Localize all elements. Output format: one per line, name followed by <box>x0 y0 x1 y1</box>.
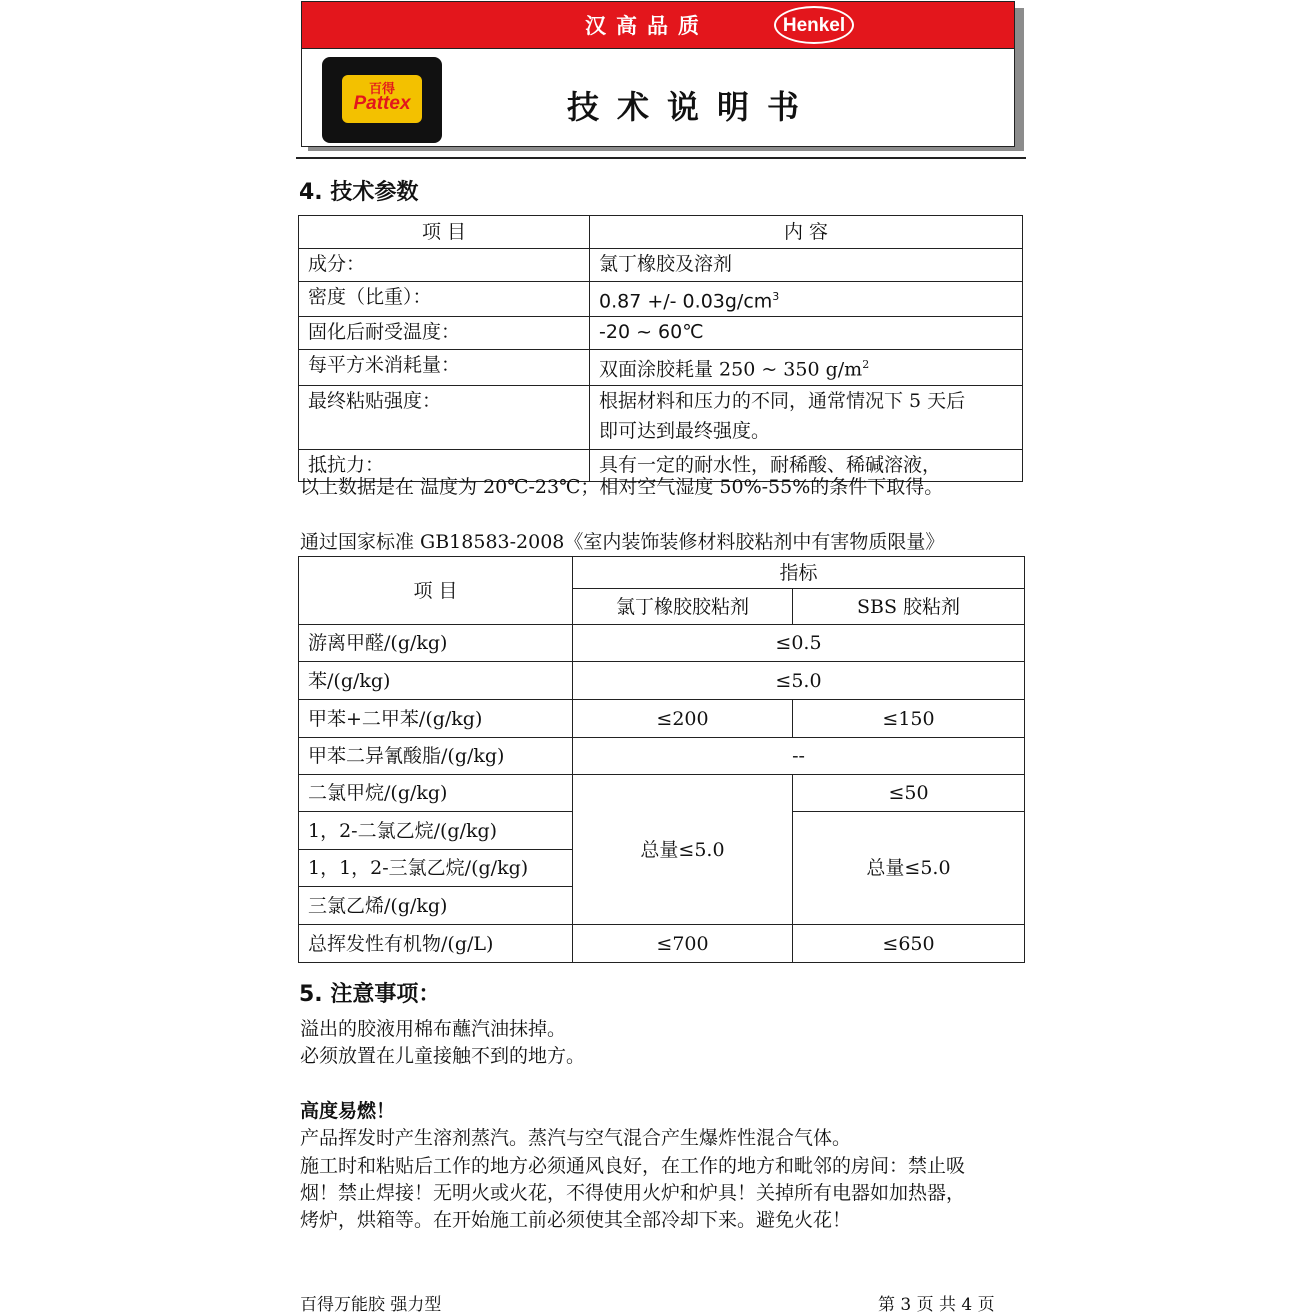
section-4-title: 4. 技术参数 <box>299 180 419 205</box>
header-cell-item: 项 目 <box>299 216 590 249</box>
limit-value: ≤5.0 <box>573 662 1025 700</box>
limit-value-sbs: ≤650 <box>793 925 1025 963</box>
param-content: 氯丁橡胶及溶剂 <box>590 249 1023 282</box>
header-cell-sbs: SBS 胶粘剂 <box>793 589 1025 625</box>
limit-value-chloroprene: ≤700 <box>573 925 793 963</box>
footer-page-number: 第 3 页 共 4 页 <box>878 1295 995 1315</box>
limit-item: 三氯乙烯/(g/kg) <box>299 887 573 925</box>
section-5-title: 5. 注意事项： <box>299 982 441 1007</box>
conditions-note: 以上数据是在 温度为 20℃-23℃；相对空气湿度 50%-55%的条件下取得。 <box>300 476 944 498</box>
document-header <box>301 1 1015 147</box>
param-item: 每平方米消耗量： <box>299 350 590 385</box>
pattex-logo: 百得 Pattex <box>322 57 442 143</box>
limit-total-chloroprene: 总量≤5.0 <box>573 775 793 925</box>
limit-item: 1，2-二氯乙烷/(g/kg) <box>299 812 573 850</box>
hazard-limits-table <box>298 556 1025 963</box>
warning-line: 施工时和粘贴后工作的地方必须通风良好，在工作的地方和毗邻的房间：禁止吸 <box>300 1155 966 1177</box>
param-item: 固化后耐受温度： <box>299 317 590 350</box>
limit-value: ≤0.5 <box>573 625 1025 662</box>
limit-item: 苯/(g/kg) <box>299 662 573 700</box>
param-item: 抵抗力： <box>299 449 590 481</box>
warning-line: 烟！禁止焊接！无明火或火花，不得使用火炉和炉具！关掉所有电器如加热器， <box>300 1182 966 1204</box>
param-content: 0.87 +/- $0.03g/cm^3$ <box>590 282 1023 317</box>
limit-item: 总挥发性有机物/(g/L) <box>299 925 573 963</box>
precaution-line: 溢出的胶液用棉布蘸汽油抹掉。 <box>300 1018 567 1040</box>
header-cell-index: 指标 <box>573 557 1025 589</box>
limit-value-chloroprene: ≤200 <box>573 700 793 738</box>
limit-item: 1，1，2-三氯乙烷/(g/kg) <box>299 850 573 887</box>
param-item: 成分： <box>299 249 590 282</box>
quality-slogan: 汉高品质 <box>585 14 709 38</box>
footer-product: 百得万能胶 强力型 <box>300 1295 442 1315</box>
henkel-logo: Henkel <box>774 6 854 44</box>
precaution-line: 必须放置在儿童接触不到的地方。 <box>300 1045 586 1067</box>
limit-item: 游离甲醛/(g/kg) <box>299 625 573 662</box>
header-cell-chloroprene: 氯丁橡胶胶粘剂 <box>573 589 793 625</box>
limit-item: 甲苯二异氰酸脂/(g/kg) <box>299 738 573 775</box>
param-item: 最终粘贴强度： <box>299 385 590 449</box>
param-content: 根据材料和压力的不同，通常情况下 5 天后 即可达到最终强度。 <box>590 385 1023 449</box>
param-item: 密度（比重）： <box>299 282 590 317</box>
header-divider <box>296 157 1026 159</box>
limit-value-sbs: ≤50 <box>793 775 1025 812</box>
param-content: 具有一定的耐水性，耐稀酸、稀碱溶液， <box>590 449 1023 481</box>
limit-item: 甲苯+二甲苯/(g/kg) <box>299 700 573 738</box>
warning-line: 烤炉，烘箱等。在开始施工前必须使其全部冷却下来。避免火花！ <box>300 1209 852 1231</box>
header-cell-content: 内 容 <box>590 216 1023 249</box>
param-content: -20 ~ 60℃ <box>590 317 1023 350</box>
warning-line: 产品挥发时产生溶剂蒸汽。蒸汽与空气混合产生爆炸性混合气体。 <box>300 1127 852 1149</box>
limit-value: -- <box>573 738 1025 775</box>
param-content: 双面涂胶耗量 250 ~ 350 $g/m^2$ <box>590 350 1023 385</box>
document-title: 技术说明书 <box>567 88 818 126</box>
limit-total-sbs: 总量≤5.0 <box>793 812 1025 925</box>
tech-params-table <box>298 215 1023 482</box>
limit-value-sbs: ≤150 <box>793 700 1025 738</box>
standard-title: 通过国家标准 GB18583-2008《室内装饰装修材料胶粘剂中有害物质限量》 <box>300 531 945 553</box>
warning-title: 高度易燃！ <box>300 1100 396 1122</box>
limit-item: 二氯甲烷/(g/kg) <box>299 775 573 812</box>
header-cell-item: 项 目 <box>299 557 573 625</box>
header-banner <box>302 2 1014 49</box>
